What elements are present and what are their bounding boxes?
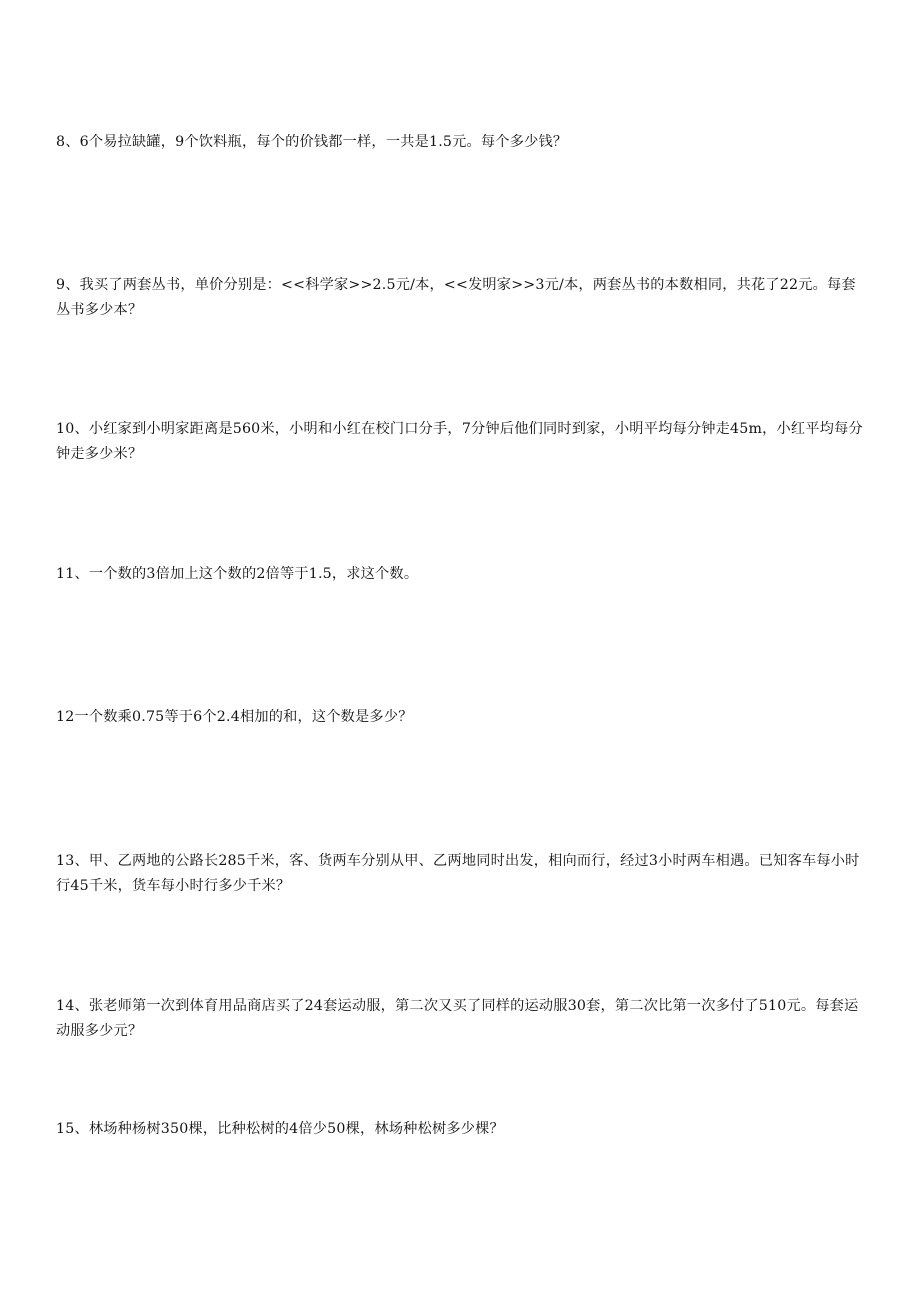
problem-12: 12一个数乘0.75等于6个2.4相加的和，这个数是多少？ xyxy=(56,709,413,725)
problem-10: 10、小红家到小明家距离是560米，小明和小红在校门口分手，7分钟后他们同时到家，小明平均每分钟走45m，小红平均每分钟走多少米？ xyxy=(56,421,863,462)
problem-13: 13、甲、乙两地的公路长285千米，客、货两车分别从甲、乙两地同时出发，相向而行，经过3小时两车相遇。已知客车每小时行45千米，货车每小时行多少千米？ xyxy=(56,853,860,894)
problem-9: 9、我买了两套丛书，单价分别是：<<科学家>>2.5元/本，<<发明家>>3元/本，两套丛书的本数相同，共花了22元。每套丛书多少本？ xyxy=(56,277,856,318)
problem-14: 14、张老师第一次到体育用品商店买了24套运动服，第二次又买了同样的运动服30套，第二次比第一次多付了510元。每套运动服多少元？ xyxy=(56,998,859,1039)
problem-15: 15、林场种杨树350棵，比种松树的4倍少50棵，林场种松树多少棵？ xyxy=(56,1121,504,1137)
problem-8: 8、6个易拉缺罐，9个饮料瓶，每个的价钱都一样，一共是1.5元。每个多少钱？ xyxy=(56,134,568,150)
problem-11: 11、一个数的3倍加上这个数的2倍等于1.5，求这个数。 xyxy=(56,566,419,582)
